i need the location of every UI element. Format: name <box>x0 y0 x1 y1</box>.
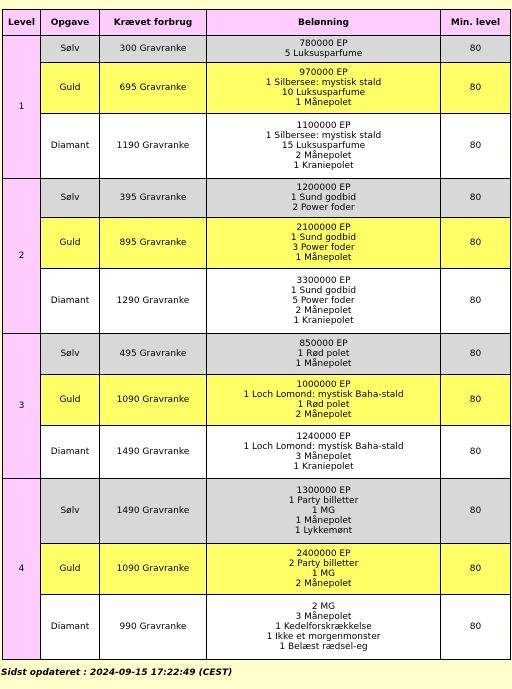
cost-cell: 990 Gravranke <box>100 595 207 660</box>
table-body <box>3 36 511 660</box>
header-cost: Krævet forbrug <box>100 10 207 36</box>
reward-item: 1 Rød polet <box>297 349 350 359</box>
rewards-table <box>2 9 511 660</box>
reward-item: 1 Party billetter <box>288 496 359 506</box>
reward-item: 1 Ikke et morgenmonster <box>266 632 381 642</box>
reward-item: 1240000 EP <box>296 432 351 442</box>
task-cell: Sølv <box>41 179 100 218</box>
reward-cell <box>207 595 441 660</box>
reward-item: 1 Kraniepolet <box>293 462 354 472</box>
reward-cell <box>207 544 441 595</box>
task-cell: Diamant <box>41 595 100 660</box>
reward-item: 780000 EP <box>299 39 348 49</box>
min-level-cell: 80 <box>441 426 511 479</box>
min-level-cell: 80 <box>441 269 511 334</box>
min-level-cell: 80 <box>441 334 511 375</box>
table-row <box>3 544 511 595</box>
task-cell: Diamant <box>41 426 100 479</box>
level-cell: 2 <box>3 179 41 334</box>
reward-item: 3 Power foder <box>292 243 355 253</box>
table-row <box>3 36 511 63</box>
reward-cell <box>207 36 441 63</box>
min-level-cell: 80 <box>441 595 511 660</box>
reward-item: 5 Luksusparfume <box>284 49 363 59</box>
level-cell: 3 <box>3 334 41 479</box>
reward-item: 1 Rød polet <box>297 400 350 410</box>
reward-item: 1 Silbersee: mystisk stald <box>265 131 382 141</box>
reward-item: 10 Luksusparfume <box>281 88 366 98</box>
reward-item: 1000000 EP <box>296 380 351 390</box>
reward-item: 850000 EP <box>299 339 348 349</box>
min-level-cell: 80 <box>441 114 511 179</box>
cost-cell: 895 Gravranke <box>100 218 207 269</box>
level-cell: 1 <box>3 36 41 179</box>
header-reward: Belønning <box>207 10 441 36</box>
header-level: Level <box>3 10 41 36</box>
last-updated-footer: Sidst opdateret : 2024-09-15 17:22:49 (CEST) <box>1 668 233 678</box>
reward-item: 1 Lykkemønt <box>294 526 353 536</box>
reward-cell <box>207 63 441 114</box>
reward-item: 3 Månepolet <box>295 612 352 622</box>
reward-item: 2 Månepolet <box>295 306 352 316</box>
reward-item: 1 Belæst rædsel-eg <box>279 642 368 652</box>
reward-cell <box>207 426 441 479</box>
reward-item: 1 Månepolet <box>295 98 352 108</box>
cost-cell: 1190 Gravranke <box>100 114 207 179</box>
cost-cell: 1290 Gravranke <box>100 269 207 334</box>
reward-item: 2 Månepolet <box>295 410 352 420</box>
task-cell: Guld <box>41 375 100 426</box>
table-row <box>3 269 511 334</box>
reward-item: 3 Månepolet <box>295 452 352 462</box>
cost-cell: 695 Gravranke <box>100 63 207 114</box>
reward-item: 1 Kedelforskrækkelse <box>275 622 372 632</box>
table-row <box>3 334 511 375</box>
min-level-cell: 80 <box>441 179 511 218</box>
reward-item: 1 Sund godbid <box>290 286 357 296</box>
header-task: Opgave <box>41 10 100 36</box>
cost-cell: 1090 Gravranke <box>100 544 207 595</box>
reward-item: 1 Månepolet <box>295 253 352 263</box>
reward-cell <box>207 114 441 179</box>
cost-cell: 300 Gravranke <box>100 36 207 63</box>
reward-item: 2 MG <box>311 602 336 612</box>
reward-item: 5 Power foder <box>292 296 355 306</box>
table-row <box>3 479 511 544</box>
reward-cell <box>207 179 441 218</box>
table-row <box>3 375 511 426</box>
reward-item: 2100000 EP <box>296 223 351 233</box>
reward-item: 1 Loch Lomond: mystisk Baha-stald <box>243 442 404 452</box>
table-row <box>3 426 511 479</box>
reward-item: 15 Luksusparfume <box>281 141 366 151</box>
min-level-cell: 80 <box>441 544 511 595</box>
min-level-cell: 80 <box>441 375 511 426</box>
reward-item: 1 Loch Lomond: mystisk Baha-stald <box>243 390 404 400</box>
min-level-cell: 80 <box>441 218 511 269</box>
level-cell: 4 <box>3 479 41 660</box>
reward-item: 2 Party billetter <box>288 559 359 569</box>
reward-item: 2 Månepolet <box>295 151 352 161</box>
task-cell: Guld <box>41 544 100 595</box>
cost-cell: 1090 Gravranke <box>100 375 207 426</box>
task-cell: Diamant <box>41 114 100 179</box>
reward-item: 1 Silbersee: mystisk stald <box>265 78 382 88</box>
header-min-level: Min. level <box>441 10 511 36</box>
table-row <box>3 218 511 269</box>
reward-item: 1 Sund godbid <box>290 193 357 203</box>
table-row <box>3 595 511 660</box>
reward-item: 1 Sund godbid <box>290 233 357 243</box>
task-cell: Diamant <box>41 269 100 334</box>
table-row <box>3 114 511 179</box>
header-row <box>3 10 511 36</box>
reward-item: 1 Månepolet <box>295 359 352 369</box>
min-level-cell: 80 <box>441 36 511 63</box>
reward-item: 2 Månepolet <box>295 579 352 589</box>
reward-item: 1200000 EP <box>296 183 351 193</box>
reward-item: 1 Kraniepolet <box>293 316 354 326</box>
cost-cell: 395 Gravranke <box>100 179 207 218</box>
reward-item: 970000 EP <box>299 68 348 78</box>
reward-item: 1 MG <box>311 569 336 579</box>
min-level-cell: 80 <box>441 479 511 544</box>
reward-item: 1100000 EP <box>296 121 351 131</box>
reward-item: 2400000 EP <box>296 549 351 559</box>
task-cell: Guld <box>41 218 100 269</box>
table-row <box>3 179 511 218</box>
reward-cell <box>207 479 441 544</box>
reward-item: 1 Månepolet <box>295 516 352 526</box>
task-cell: Sølv <box>41 479 100 544</box>
task-cell: Sølv <box>41 36 100 63</box>
reward-item: 2 Power foder <box>292 203 355 213</box>
reward-cell <box>207 375 441 426</box>
reward-cell <box>207 334 441 375</box>
table-row <box>3 63 511 114</box>
cost-cell: 495 Gravranke <box>100 334 207 375</box>
reward-cell <box>207 218 441 269</box>
reward-item: 1 MG <box>311 506 336 516</box>
reward-item: 1 Kraniepolet <box>293 161 354 171</box>
reward-item: 1300000 EP <box>296 486 351 496</box>
task-cell: Guld <box>41 63 100 114</box>
reward-cell <box>207 269 441 334</box>
reward-item: 3300000 EP <box>296 276 351 286</box>
cost-cell: 1490 Gravranke <box>100 479 207 544</box>
task-cell: Sølv <box>41 334 100 375</box>
cost-cell: 1490 Gravranke <box>100 426 207 479</box>
min-level-cell: 80 <box>441 63 511 114</box>
